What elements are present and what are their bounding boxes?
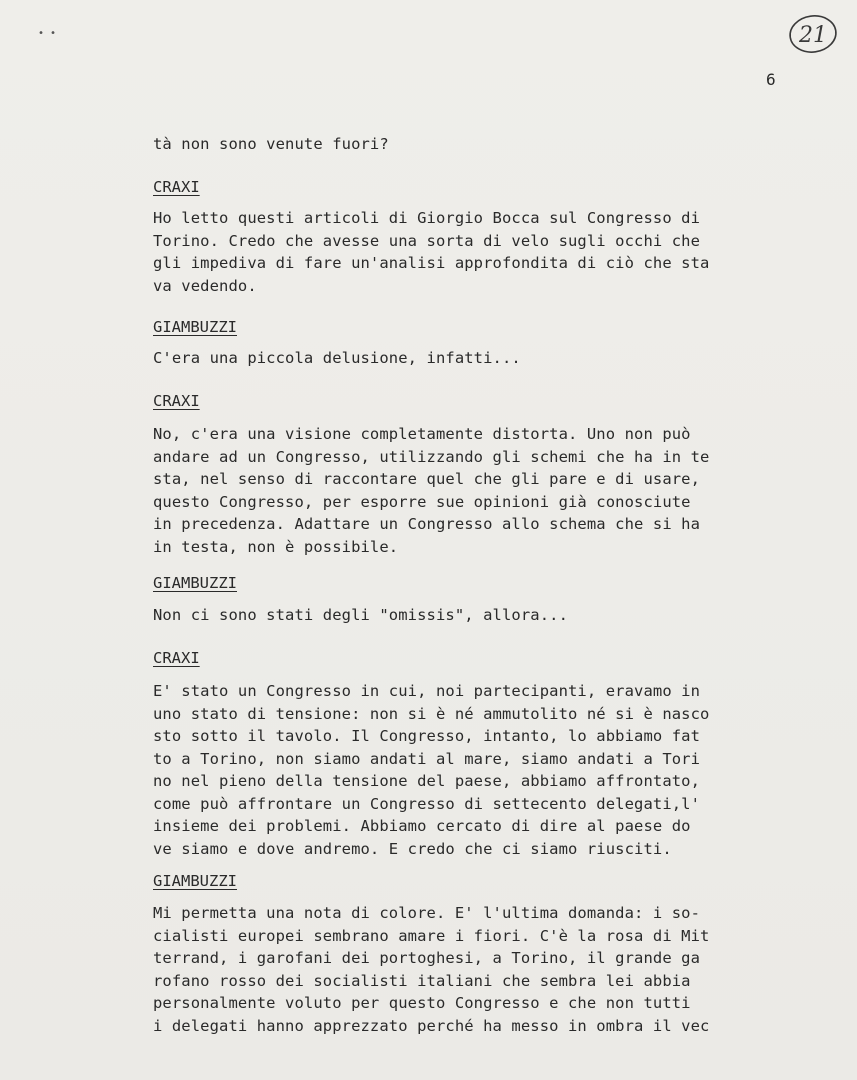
- text-line: personalmente voluto per questo Congresso e che non tutti: [153, 994, 691, 1012]
- folio-stamp: [786, 11, 840, 57]
- text-line: i delegati hanno apprezzato perché ha messo in ombra il vec: [153, 1016, 710, 1035]
- text-line: Mi permetta una nota di colore. E' l'ultima domanda: i so-: [153, 904, 701, 922]
- text-line: Non ci sono stati degli "omissis", allora...: [153, 606, 568, 624]
- text-line: to a Torino, non siamo andati al mare, siamo andati a Tori: [153, 749, 701, 768]
- text-line: E' stato un Congresso in cui, noi partecipanti, eravamo in: [153, 682, 701, 700]
- text-line: uno stato di tensione: non si è né ammutolito né si è nasco: [153, 704, 710, 723]
- text-line: come può affrontare un Congresso di settecento delegati,l': [153, 794, 701, 813]
- paragraph: [153, 423, 709, 558]
- paragraph: [153, 680, 709, 860]
- text-line: no nel pieno della tensione del paese, abbiamo affrontato,: [153, 772, 701, 790]
- text-line: andare ad un Congresso, utilizzando gli schemi che ha in te: [153, 447, 710, 466]
- text-line: in precedenza. Adattare un Congresso allo schema che si ha: [153, 515, 701, 533]
- speaker-name: GIAMBUZZI: [153, 318, 237, 336]
- speaker-name: GIAMBUZZI: [153, 872, 237, 890]
- text-line: C'era una piccola delusione, infatti...: [153, 349, 521, 367]
- paragraph: [153, 133, 389, 156]
- text-line: questo Congresso, per esporre sue opinioni già conosciute: [153, 492, 691, 511]
- speaker-name: CRAXI: [153, 178, 200, 196]
- text-line: sta, nel senso di raccontare quel che gli pare e di usare,: [153, 470, 701, 488]
- text-line: Torino. Credo che avesse una sorta di velo sugli occhi che: [153, 231, 701, 250]
- text-line: cialisti europei sembrano amare i fiori. C'è la rosa di Mit: [153, 926, 710, 945]
- text-line: insieme dei problemi. Abbiamo cercato di dire al paese do: [153, 817, 691, 835]
- speaker-name: CRAXI: [153, 649, 200, 667]
- text-line: va vedendo.: [153, 276, 257, 295]
- text-line: sto sotto il tavolo. Il Congresso, intanto, lo abbiamo fat: [153, 727, 701, 745]
- text-line: rofano rosso dei socialisti italiani che sembra lei abbia: [153, 971, 691, 990]
- text-line: terrand, i garofani dei portoghesi, a Torino, il grande ga: [153, 949, 701, 967]
- text-line: tà non sono venute fuori?: [153, 135, 389, 153]
- text-line: in testa, non è possibile.: [153, 537, 399, 556]
- speaker-name: CRAXI: [153, 392, 200, 410]
- text-line: gli impediva di fare un'analisi approfondita di ciò che sta: [153, 254, 710, 272]
- paragraph: [153, 347, 521, 370]
- speaker-name: GIAMBUZZI: [153, 574, 237, 592]
- margin-marks: • •: [38, 28, 57, 39]
- paragraph: [153, 604, 568, 627]
- text-line: Ho letto questi articoli di Giorgio Bocca sul Congresso di: [153, 209, 701, 227]
- page-number: 6: [766, 70, 776, 89]
- text-line: ve siamo e dove andremo. E credo che ci siamo riusciti.: [153, 839, 672, 858]
- folio-number: 21: [799, 23, 827, 48]
- paragraph: [153, 902, 709, 1037]
- paragraph: [153, 207, 709, 297]
- text-line: No, c'era una visione completamente distorta. Uno non può: [153, 425, 691, 443]
